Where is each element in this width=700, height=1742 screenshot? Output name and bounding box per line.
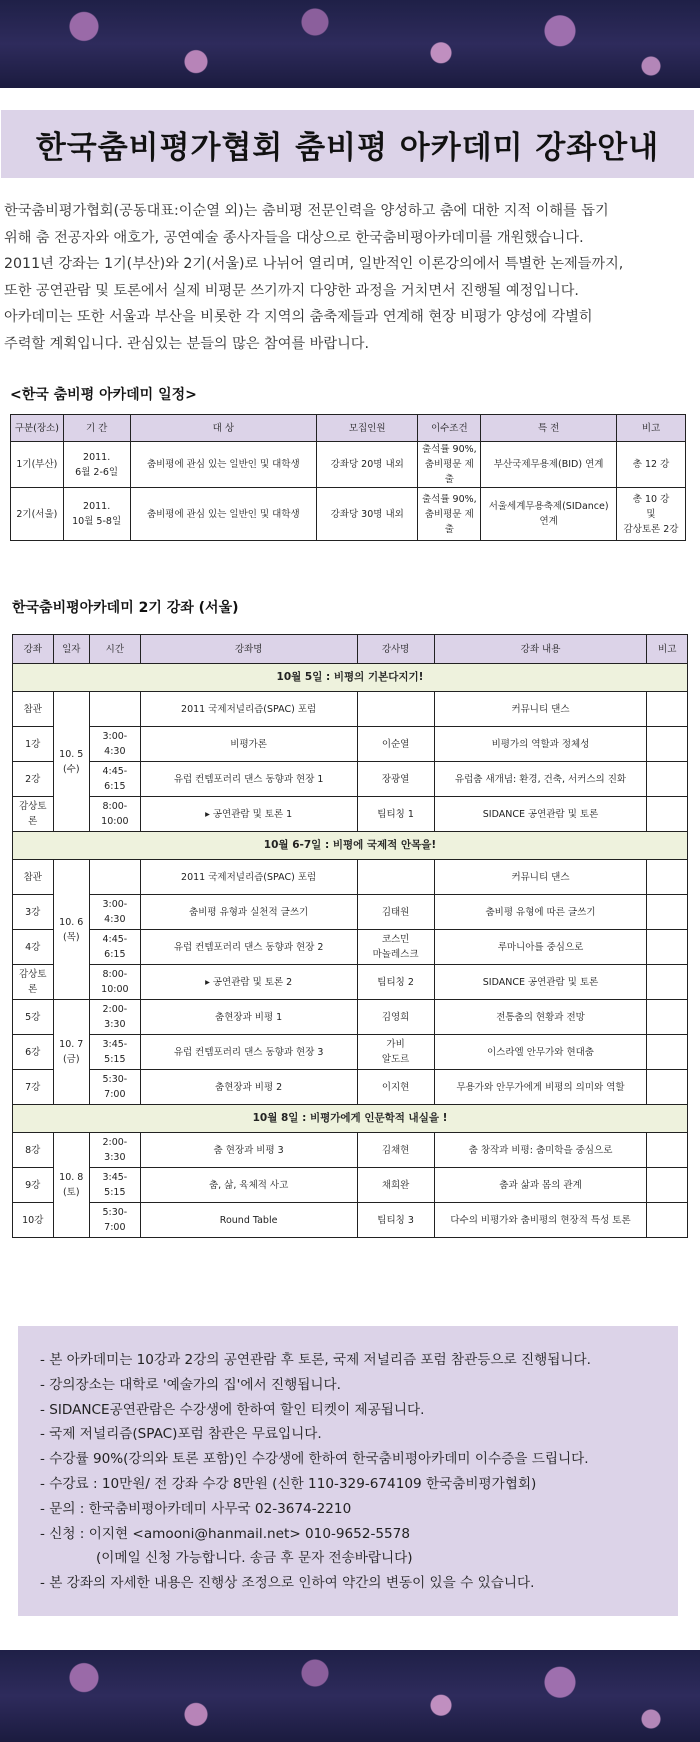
table-cell: 5:30- 7:00 [90, 1070, 141, 1105]
table-cell [647, 692, 688, 727]
table-cell: 유럽 컨템포러리 댄스 동향과 현장 3 [140, 1035, 357, 1070]
table-header-row [13, 635, 688, 664]
col-header: 강좌명 [140, 635, 357, 664]
title-bar [1, 110, 694, 178]
table-cell: 춤, 삶, 육체적 사고 [140, 1168, 357, 1203]
table-cell [647, 1203, 688, 1238]
table-cell: 5강 [13, 1000, 54, 1035]
table-row [11, 488, 686, 541]
table-cell: 8:00- 10:00 [90, 965, 141, 1000]
table-cell: 2011 국제저널리즘(SPAC) 포럼 [140, 692, 357, 727]
intro-line: 위해 춤 전공자와 애호가, 공연예술 종사자들을 대상으로 한국춤비평아카데미를 개원했습니다. [4, 229, 584, 246]
table-cell: ▸ 공연관람 및 토론 2 [140, 965, 357, 1000]
table-cell: 7강 [13, 1070, 54, 1105]
table-cell: SIDANCE 공연관람 및 토론 [434, 965, 647, 1000]
intro-line: 아카데미는 또한 서울과 부산을 비롯한 각 지역의 춤축제들과 연계해 현장 비평가 양성에 각별히 [4, 309, 593, 325]
table-cell [647, 727, 688, 762]
table-cell: 춤현장과 비평 1 [140, 1000, 357, 1035]
table-cell: 2강 [13, 762, 54, 797]
col-header: 이수조건 [418, 415, 481, 442]
table-cell: 춤현장과 비평 2 [140, 1070, 357, 1105]
table-cell: 6강 [13, 1035, 54, 1070]
table-cell: 감상토론 [13, 797, 54, 832]
table-cell: 8:00- 10:00 [90, 797, 141, 832]
table-cell: 3:00- 4:30 [90, 895, 141, 930]
table-cell: SIDANCE 공연관람 및 토론 [434, 797, 647, 832]
course-table [12, 634, 688, 1238]
notice-item: - 본 강좌의 자세한 내용은 진행상 조정으로 인하여 약간의 변동이 있을 수 있습니다. [40, 1575, 535, 1592]
page-title: 한국춤비평가협회 춤비평 아카데미 강좌안내 [35, 129, 660, 166]
table-cell [647, 1133, 688, 1168]
table-cell: 10강 [13, 1203, 54, 1238]
table-cell: 1강 [13, 727, 54, 762]
table-cell: 이스라엘 안무가와 현대춤 [434, 1035, 647, 1070]
table-cell: 3:45- 5:15 [90, 1035, 141, 1070]
table-cell [647, 965, 688, 1000]
table-cell: 춤비평에 관심 있는 일반인 및 대학생 [130, 488, 316, 541]
table-cell: 비평가의 역할과 정체성 [434, 727, 647, 762]
table-cell: 3강 [13, 895, 54, 930]
col-header: 대 상 [130, 415, 316, 442]
table-cell [647, 1168, 688, 1203]
intro-line: 또한 공연관람 및 토론에서 실제 비평문 쓰기까지 다양한 과정을 거치면서 진행될 예정입니다. [4, 282, 579, 299]
bottom-banner [0, 1650, 700, 1742]
col-header: 비고 [647, 635, 688, 664]
col-header: 일자 [53, 635, 89, 664]
table-cell: 김태원 [357, 895, 434, 930]
table-cell: 4:45- 6:15 [90, 930, 141, 965]
table-row [13, 797, 688, 832]
notice-list [18, 1326, 678, 1596]
table-cell [647, 1070, 688, 1105]
notice-item: - 본 아카데미는 10강과 2강의 공연관람 후 토론, 국제 저널리즘 포럼 참관등으로 진행됩니다. [40, 1352, 591, 1368]
table-cell: ▸ 공연관람 및 토론 1 [140, 797, 357, 832]
table-cell: 팀티칭 2 [357, 965, 434, 1000]
table-cell: 9강 [13, 1168, 54, 1203]
table-cell: 가비 알도르 [357, 1035, 434, 1070]
table-cell: 2:00- 3:30 [90, 1133, 141, 1168]
table-cell [90, 860, 141, 895]
table-cell: Round Table [140, 1203, 357, 1238]
table-cell: 총 10 강 및 감상토론 2강 [617, 488, 686, 541]
col-header: 모집인원 [317, 415, 418, 442]
table-cell [90, 692, 141, 727]
table-row [13, 1070, 688, 1105]
table-cell: 이지현 [357, 1070, 434, 1105]
notice-item: - 수강료 : 10만원/ 전 강좌 수강 8만원 (신한 110-329-674109 한국춤비평가협회) [40, 1475, 537, 1492]
table-cell: 3:00- 4:30 [90, 727, 141, 762]
table-row [13, 692, 688, 727]
day-heading: 10월 8일 : 비평가에게 인문학적 내실을 ! [13, 1105, 688, 1133]
table-cell: 4강 [13, 930, 54, 965]
table-row [13, 727, 688, 762]
schedule-table [10, 414, 686, 541]
table-cell: 강좌당 30명 내외 [317, 488, 418, 541]
notice-item: - SIDANCE공연관람은 수강생에 한하여 할인 티켓이 제공됩니다. [40, 1401, 425, 1418]
table-row [13, 1133, 688, 1168]
table-cell: 강좌당 20명 내외 [317, 442, 418, 488]
table-cell [647, 762, 688, 797]
table-cell: 8강 [13, 1133, 54, 1168]
table-cell: 춤 현장과 비평 3 [140, 1133, 357, 1168]
top-banner [0, 0, 700, 88]
table-cell: 전통춤의 현황과 전망 [434, 1000, 647, 1035]
schedule-heading: <한국 춤비평 아카데미 일정> [10, 387, 197, 403]
notice-box [18, 1326, 678, 1616]
table-cell: 출석률 90%, 춤비평문 제출 [418, 488, 481, 541]
table-cell: 4:45- 6:15 [90, 762, 141, 797]
intro-line: 주력할 계획입니다. 관심있는 분들의 많은 참여를 바랍니다. [4, 335, 370, 352]
table-row [13, 1035, 688, 1070]
table-cell [357, 860, 434, 895]
day-heading: 10월 5일 : 비평의 기본다지기! [13, 664, 688, 692]
table-cell: 3:45- 5:15 [90, 1168, 141, 1203]
table-cell: 유럽춤 새개념: 환경, 건축, 서커스의 진화 [434, 762, 647, 797]
table-cell: 2:00- 3:30 [90, 1000, 141, 1035]
intro-line: 2011년 강좌는 1기(부산)와 2기(서울)로 나뉘어 열리며, 일반적인 이론강의에서 특별한 논제들까지, [4, 256, 624, 272]
table-cell: 비평가론 [140, 727, 357, 762]
table-cell: 출석률 90%, 춤비평문 제출 [418, 442, 481, 488]
date-cell: 10. 8 (토) [53, 1133, 89, 1238]
notice-item: - 신청 : 이지현 <amooni@hanmail.net> 010-9652-5578 [40, 1525, 410, 1542]
table-cell: 유럽 컨템포러리 댄스 동향과 현장 1 [140, 762, 357, 797]
table-cell: 다수의 비평가와 춤비평의 현장적 특성 토론 [434, 1203, 647, 1238]
table-cell: 커뮤니티 댄스 [434, 692, 647, 727]
table-cell: 2011 국제저널리즘(SPAC) 포럼 [140, 860, 357, 895]
intro-line: 한국춤비평가협회(공동대표:이순열 외)는 춤비평 전문인력을 양성하고 춤에 대한 지적 이해를 돕기 [4, 203, 609, 219]
table-cell: 춤비평에 관심 있는 일반인 및 대학생 [130, 442, 316, 488]
day-row [13, 832, 688, 860]
table-cell: 춤비평 유형과 실천적 글쓰기 [140, 895, 357, 930]
col-header: 강좌 내용 [434, 635, 647, 664]
table-cell: 무용가와 안무가에게 비평의 의미와 역할 [434, 1070, 647, 1105]
col-header: 구분(장소) [11, 415, 64, 442]
intro-text [4, 198, 694, 357]
table-cell: 팀티칭 1 [357, 797, 434, 832]
table-cell: 2기(서울) [11, 488, 64, 541]
table-cell: 총 12 강 [617, 442, 686, 488]
table-cell: 커뮤니티 댄스 [434, 860, 647, 895]
table-cell: 춤 창작과 비평: 춤미학을 중심으로 [434, 1133, 647, 1168]
course-heading: 한국춤비평아카데미 2기 강좌 (서울) [12, 600, 239, 616]
table-cell: 춤비평 유형에 따른 글쓰기 [434, 895, 647, 930]
table-row [13, 1168, 688, 1203]
table-cell: 감상토론 [13, 965, 54, 1000]
day-row [13, 1105, 688, 1133]
notice-item: (이메일 신청 가능합니다. 송금 후 문자 전송바랍니다) [96, 1550, 413, 1567]
table-cell: 팀티칭 3 [357, 1203, 434, 1238]
table-cell: 루마니아를 중심으로 [434, 930, 647, 965]
date-cell: 10. 7 (금) [53, 1000, 89, 1105]
table-cell: 5:30- 7:00 [90, 1203, 141, 1238]
table-cell: 참관 [13, 692, 54, 727]
table-cell [647, 1035, 688, 1070]
table-cell: 유럽 컨템포러리 댄스 동향과 현장 2 [140, 930, 357, 965]
table-header-row [11, 415, 686, 442]
col-header: 시간 [90, 635, 141, 664]
table-cell: 참관 [13, 860, 54, 895]
table-row [13, 930, 688, 965]
table-cell [647, 797, 688, 832]
table-cell: 코스민 마놀레스크 [357, 930, 434, 965]
table-cell: 채희완 [357, 1168, 434, 1203]
table-cell [647, 895, 688, 930]
date-cell: 10. 6 (목) [53, 860, 89, 1000]
notice-item: - 문의 : 한국춤비평아카데미 사무국 02-3674-2210 [40, 1500, 352, 1517]
col-header: 기 간 [63, 415, 130, 442]
table-row [13, 1000, 688, 1035]
table-row [13, 762, 688, 797]
day-heading: 10월 6-7일 : 비평에 국제적 안목을! [13, 832, 688, 860]
table-cell: 부산국제무용제(BID) 연계 [481, 442, 617, 488]
table-row [13, 965, 688, 1000]
date-cell: 10. 5 (수) [53, 692, 89, 832]
notice-item: - 강의장소는 대학로 '예술가의 집'에서 진행됩니다. [40, 1376, 341, 1393]
table-cell: 2011. 10월 5-8일 [63, 488, 130, 541]
table-cell: 서울세계무용축제(SIDance) 연계 [481, 488, 617, 541]
table-cell: 1기(부산) [11, 442, 64, 488]
col-header: 특 전 [481, 415, 617, 442]
col-header: 강사명 [357, 635, 434, 664]
table-cell: 김채현 [357, 1133, 434, 1168]
table-row [13, 1203, 688, 1238]
notice-item: - 수강률 90%(강의와 토론 포함)인 수강생에 한하여 한국춤비평아카데미 이수증을 드립니다. [40, 1451, 589, 1468]
table-cell [357, 692, 434, 727]
table-cell [647, 860, 688, 895]
table-cell: 장광열 [357, 762, 434, 797]
table-row [13, 860, 688, 895]
col-header: 강좌 [13, 635, 54, 664]
table-cell: 춤과 삶과 몸의 관계 [434, 1168, 647, 1203]
day-row [13, 664, 688, 692]
table-cell [647, 1000, 688, 1035]
table-cell [647, 930, 688, 965]
table-row [13, 895, 688, 930]
col-header: 비고 [617, 415, 686, 442]
table-cell: 2011. 6월 2-6일 [63, 442, 130, 488]
notice-item: - 국제 저널리즘(SPAC)포럼 참관은 무료입니다. [40, 1426, 322, 1443]
table-cell: 김영희 [357, 1000, 434, 1035]
table-row [11, 442, 686, 488]
table-cell: 이순열 [357, 727, 434, 762]
